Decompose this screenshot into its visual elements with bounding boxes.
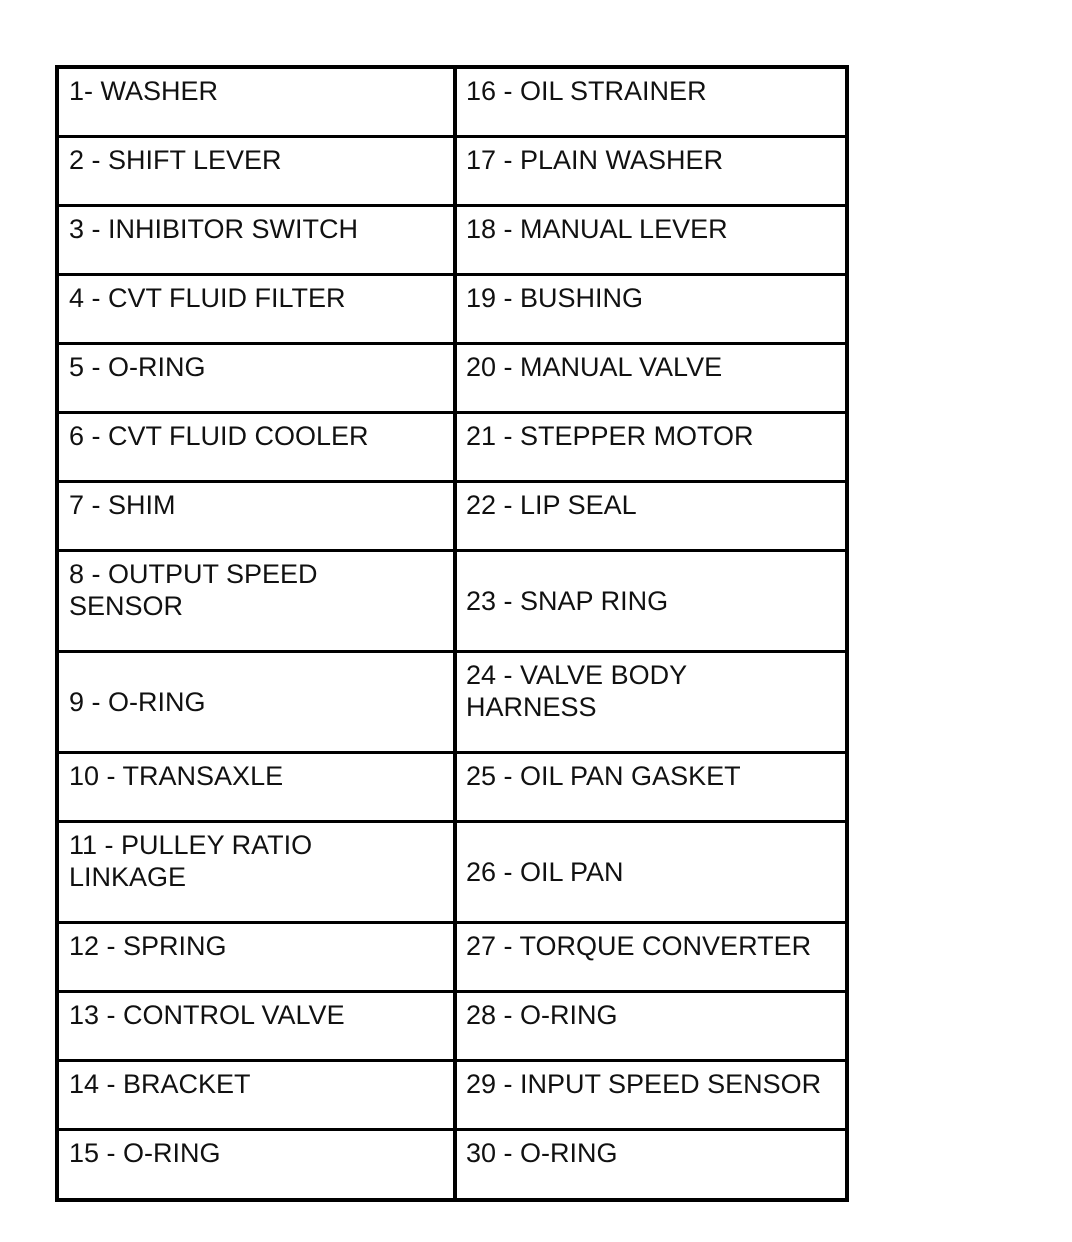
part-label: 15 - O-RING [69, 1138, 221, 1168]
part-label: 22 - LIP SEAL [466, 490, 637, 520]
part-label: 30 - O-RING [466, 1138, 618, 1168]
part-label: 28 - O-RING [466, 1000, 618, 1030]
table-cell [59, 1062, 457, 1131]
table-cell [457, 483, 845, 552]
table-cell [59, 754, 457, 823]
parts-legend-table [55, 65, 849, 1202]
part-label: 20 - MANUAL VALVE [466, 352, 723, 382]
table-cell [59, 552, 457, 653]
table-cell [457, 138, 845, 207]
part-label: 19 - BUSHING [466, 283, 644, 313]
table-cell [59, 414, 457, 483]
part-label: 21 - STEPPER MOTOR [466, 421, 754, 451]
table-cell [59, 207, 457, 276]
table-cell [457, 1131, 845, 1198]
part-label: 6 - CVT FLUID COOLER [69, 421, 369, 451]
part-label: 17 - PLAIN WASHER [466, 145, 724, 175]
table-cell [457, 69, 845, 138]
part-label: 7 - SHIM [69, 490, 176, 520]
table-cell [59, 1131, 457, 1198]
part-label: 26 - OIL PAN [466, 857, 624, 887]
table-cell [457, 754, 845, 823]
table-cell [59, 138, 457, 207]
part-label: 18 - MANUAL LEVER [466, 214, 728, 244]
table-cell [59, 276, 457, 345]
part-label: 24 - VALVE BODY HARNESS [466, 660, 687, 722]
table-cell [457, 823, 845, 924]
part-label: 8 - OUTPUT SPEED SENSOR [69, 559, 318, 621]
part-label: 14 - BRACKET [69, 1069, 251, 1099]
part-label: 25 - OIL PAN GASKET [466, 761, 741, 791]
part-label: 11 - PULLEY RATIO LINKAGE [69, 830, 313, 892]
table-cell [457, 1062, 845, 1131]
table-cell [457, 924, 845, 993]
part-label: 13 - CONTROL VALVE [69, 1000, 345, 1030]
table-cell [457, 414, 845, 483]
part-label: 12 - SPRING [69, 931, 227, 961]
part-label: 9 - O-RING [69, 687, 206, 717]
table-cell [457, 276, 845, 345]
part-label: 1- WASHER [69, 76, 219, 106]
table-cell [59, 345, 457, 414]
table-cell [457, 552, 845, 653]
part-label: 3 - INHIBITOR SWITCH [69, 214, 359, 244]
table-cell [59, 924, 457, 993]
table-cell [59, 69, 457, 138]
table-cell [457, 207, 845, 276]
table-cell [457, 345, 845, 414]
table-cell [59, 483, 457, 552]
table-cell [59, 993, 457, 1062]
table-cell [457, 993, 845, 1062]
part-label: 10 - TRANSAXLE [69, 761, 284, 791]
part-label: 5 - O-RING [69, 352, 206, 382]
part-label: 4 - CVT FLUID FILTER [69, 283, 346, 313]
part-label: 16 - OIL STRAINER [466, 76, 707, 106]
part-label: 29 - INPUT SPEED SENSOR [466, 1069, 822, 1099]
part-label: 23 - SNAP RING [466, 586, 669, 616]
table-cell [59, 653, 457, 754]
table-cell [59, 823, 457, 924]
part-label: 2 - SHIFT LEVER [69, 145, 282, 175]
table-cell [457, 653, 845, 754]
part-label: 27 - TORQUE CONVERTER [466, 931, 812, 961]
